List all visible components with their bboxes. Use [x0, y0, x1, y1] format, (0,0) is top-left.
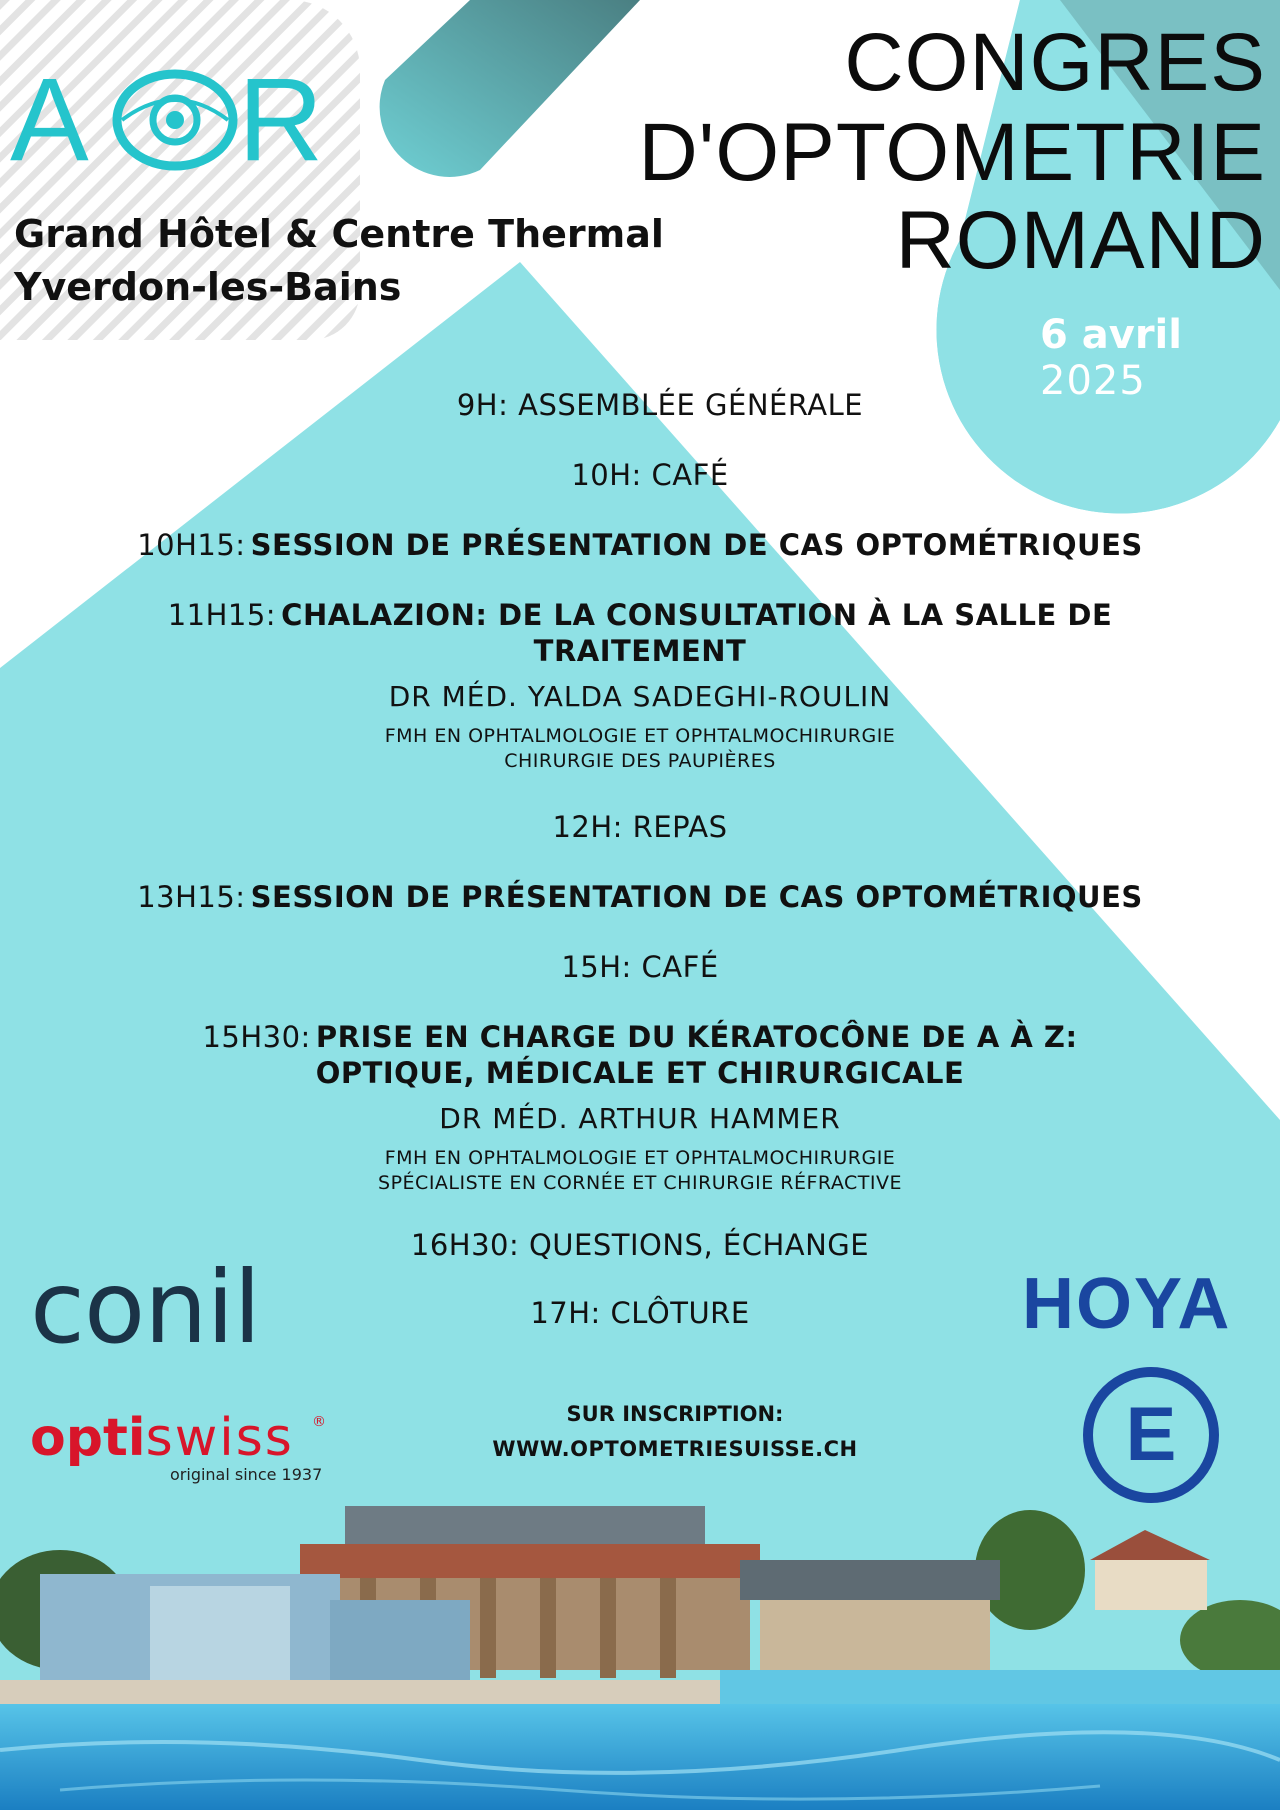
schedule-item-3 [0, 528, 1280, 562]
date-day: 6 avril [1040, 312, 1182, 358]
title-line-1: CONGRES [844, 17, 1266, 108]
venue-line-1: Grand Hôtel & Centre Thermal [14, 212, 664, 256]
schedule-title: CAFÉ [651, 458, 729, 492]
schedule-title: SESSION DE PRÉSENTATION DE CAS OPTOMÉTRIQUES [250, 880, 1143, 914]
schedule-time: 17H: [530, 1296, 601, 1330]
aor-letter-r: R [238, 54, 324, 180]
optiswiss-logo-part-2: swiss [145, 1408, 294, 1468]
schedule-time: 15H30: [202, 1020, 311, 1054]
credential-line: SPÉCIALISTE EN CORNÉE ET CHIRURGIE RÉFRACTIVE [378, 1171, 902, 1194]
venue-line-2: Yverdon-les-Bains [14, 265, 402, 309]
schedule-item-2 [10, 458, 1280, 492]
schedule-title: QUESTIONS, ÉCHANGE [528, 1228, 870, 1262]
thermal-centre-photo [0, 1490, 1280, 1810]
schedule-title-line-2: TRAITEMENT [533, 634, 747, 668]
schedule-title: CAFÉ [641, 950, 719, 984]
speaker-name-1: DR MÉD. YALDA SADEGHI-ROULIN [388, 680, 892, 713]
credential-line: FMH EN OPHTALMOLOGIE ET OPHTALMOCHIRURGIE [384, 725, 896, 747]
schedule-title-line-2: OPTIQUE, MÉDICALE ET CHIRURGICALE [315, 1056, 965, 1090]
speaker-credentials-2 [0, 1146, 1280, 1195]
schedule-title: ASSEMBLÉE GÉNÉRALE [518, 388, 864, 422]
schedule-item-6 [0, 880, 1280, 914]
essilor-letter: E [1125, 1392, 1177, 1477]
eye-icon [117, 74, 233, 166]
schedule-time: 13H15: [137, 880, 246, 914]
schedule-title: CLÔTURE [610, 1296, 750, 1330]
essilor-e-logo [1080, 1364, 1222, 1506]
aor-logo [10, 50, 340, 180]
optiswiss-registered-mark: ® [312, 1414, 326, 1430]
registration-url[interactable]: WWW.OPTOMETRIESUISSE.CH [492, 1437, 858, 1461]
optiswiss-logo [30, 1408, 294, 1468]
schedule-time: 16H30: [410, 1228, 520, 1262]
optiswiss-logo-part-1: opti [30, 1408, 146, 1468]
title-line-3: ROMAND [895, 195, 1266, 286]
conil-logo: conil [30, 1249, 261, 1366]
date-year: 2025 [1040, 358, 1146, 404]
schedule-item-1 [20, 388, 1280, 422]
schedule-title-line-1: PRISE EN CHARGE DU KÉRATOCÔNE DE A À Z: [315, 1020, 1078, 1054]
speaker-credentials-1 [0, 724, 1280, 773]
title-line-2: D'OPTOMETRIE [638, 107, 1266, 198]
schedule-time: 11H15: [167, 598, 277, 632]
teal-pill-shape [380, 0, 640, 177]
aor-letter-a: A [10, 54, 89, 180]
schedule-title: REPAS [632, 810, 728, 844]
schedule-time: 10H: [571, 458, 642, 492]
schedule-title: SESSION DE PRÉSENTATION DE CAS OPTOMÉTRIQUES [250, 528, 1143, 562]
schedule-time: 9H: [456, 388, 509, 422]
schedule-time: 12H: [552, 810, 623, 844]
schedule-item-7 [0, 950, 1280, 984]
credential-line: CHIRURGIE DES PAUPIÈRES [504, 749, 776, 772]
schedule-item-4 [0, 598, 1280, 668]
registration-label: SUR INSCRIPTION: [566, 1402, 784, 1426]
schedule-time: 15H: [561, 950, 632, 984]
optiswiss-tagline: original since 1937 [170, 1465, 323, 1484]
schedule-item-5 [0, 810, 1280, 844]
hoya-logo: HOYA [1022, 1264, 1232, 1344]
speaker-name-2: DR MÉD. ARTHUR HAMMER [439, 1102, 841, 1135]
schedule-time: 10H15: [137, 528, 246, 562]
schedule-title-line-1: CHALAZION: DE LA CONSULTATION À LA SALLE DE [281, 598, 1113, 632]
schedule-item-8 [0, 1020, 1280, 1090]
credential-line: FMH EN OPHTALMOLOGIE ET OPHTALMOCHIRURGIE [384, 1147, 896, 1169]
